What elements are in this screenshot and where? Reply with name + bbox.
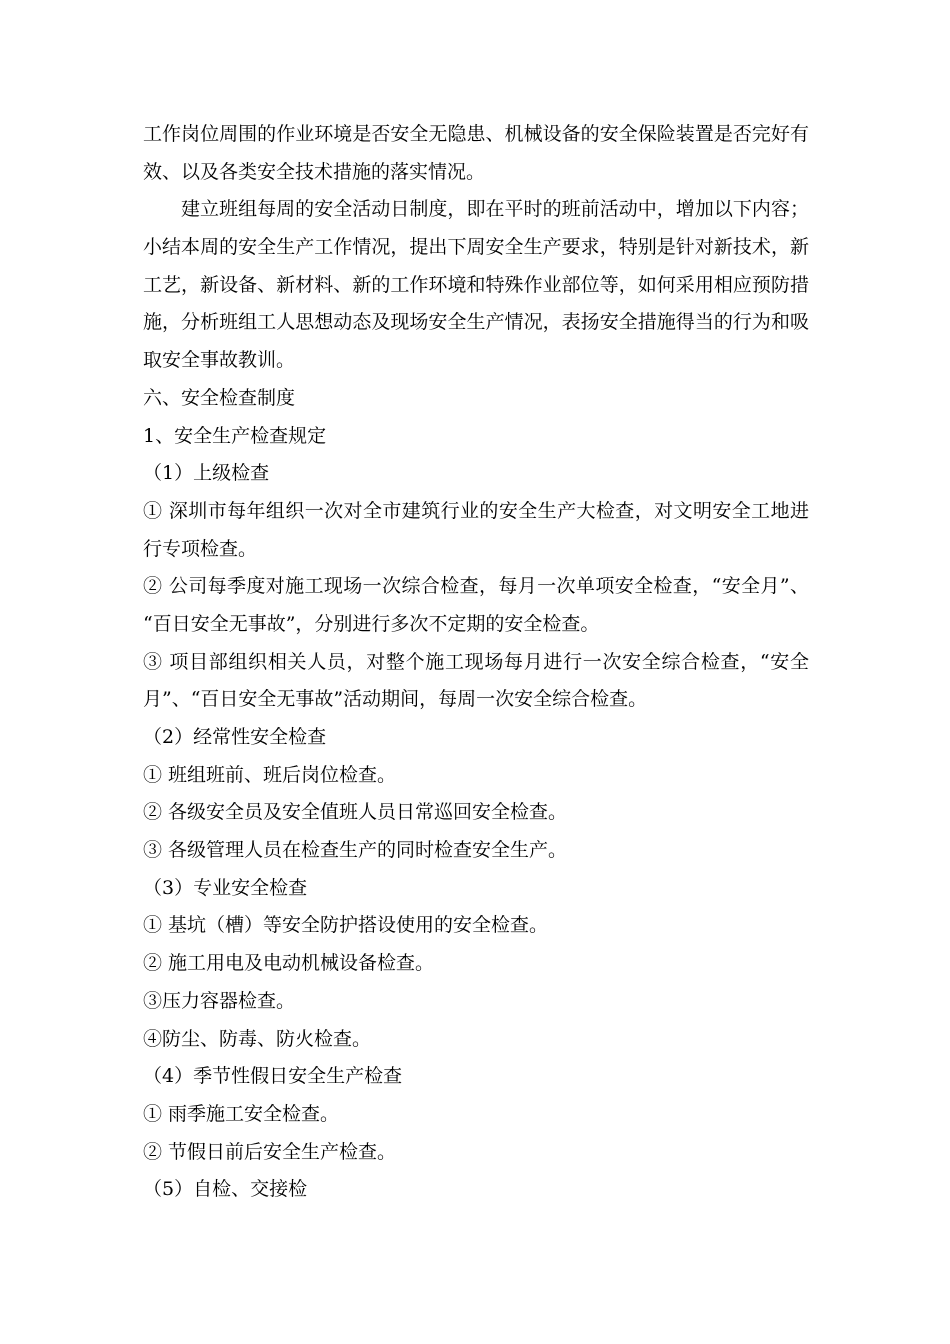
group-heading: （2）经常性安全检查: [143, 726, 327, 748]
list-item: ① 基坑（槽）等安全防护搭设使用的安全检查。: [143, 914, 549, 937]
paragraph-line: 取安全事故教训。: [143, 349, 296, 372]
check-group: [143, 455, 809, 719]
document-body: [143, 116, 809, 1209]
item-line: “百日安全无事故”，分别进行多次不定期的安全检查。: [143, 612, 600, 635]
paragraph-line: 工作岗位周围的作业环境是否安全无隐患、机械设备的安全保险装置是否完好有: [143, 123, 809, 145]
list-item: ③压力容器检查。: [143, 989, 296, 1012]
list-item: ① 班组班前、班后岗位检查。: [143, 763, 397, 786]
list-item: [143, 493, 809, 568]
item-line: ② 公司每季度对施工现场一次综合检查，每月一次单项安全检查，“安全月”、: [143, 575, 809, 598]
subsection-heading: 1、安全生产检查规定: [143, 424, 327, 447]
list-item: ③ 各级管理人员在检查生产的同时检查安全生产。: [143, 839, 568, 862]
list-item: ② 节假日前后安全生产检查。: [143, 1140, 397, 1163]
list-item: ② 施工用电及电动机械设备检查。: [143, 952, 435, 975]
paragraph-line: 效、以及各类安全技术措施的落实情况。: [143, 160, 486, 183]
paragraph-line: 施，分析班组工人思想动态及现场安全生产情况，表扬安全措施得当的行为和吸: [143, 311, 809, 334]
check-group: [143, 870, 809, 1058]
item-line: ① 深圳市每年组织一次对全市建筑行业的安全生产大检查，对文明安全工地进: [143, 499, 809, 522]
intro-paragraph: [143, 116, 809, 191]
group-heading: （5）自检、交接检: [143, 1178, 308, 1201]
group-heading: （4）季节性假日安全生产检查: [143, 1065, 403, 1088]
check-group: [143, 1171, 809, 1209]
group-heading: （3）专业安全检查: [143, 876, 308, 899]
paragraph-line: 建立班组每周的安全活动日制度，即在平时的班前活动中，增加以下内容；: [181, 198, 809, 221]
section-heading: 六、安全检查制度: [143, 386, 296, 409]
group-heading: （1）上级检查: [143, 462, 270, 485]
item-line: 月”、“百日安全无事故”活动期间，每周一次安全综合检查。: [143, 688, 648, 711]
item-line: ③ 项目部组织相关人员，对整个施工现场每月进行一次安全综合检查，“安全: [143, 650, 809, 673]
check-group: [143, 1058, 809, 1171]
check-group: [143, 719, 809, 870]
paragraph-line: 工艺，新设备、新材料、新的工作环境和特殊作业部位等，如何采用相应预防措: [143, 273, 809, 296]
list-item: ④防尘、防毒、防火检查。: [143, 1027, 372, 1050]
activity-paragraph: [143, 191, 809, 379]
list-item: [143, 644, 809, 719]
item-line: 行专项检查。: [143, 537, 258, 560]
list-item: ② 各级安全员及安全值班人员日常巡回安全检查。: [143, 801, 568, 824]
paragraph-line: 小结本周的安全生产工作情况，提出下周安全生产要求，特别是针对新技术，新: [143, 236, 809, 259]
list-item: ① 雨季施工安全检查。: [143, 1102, 340, 1125]
list-item: [143, 568, 809, 643]
